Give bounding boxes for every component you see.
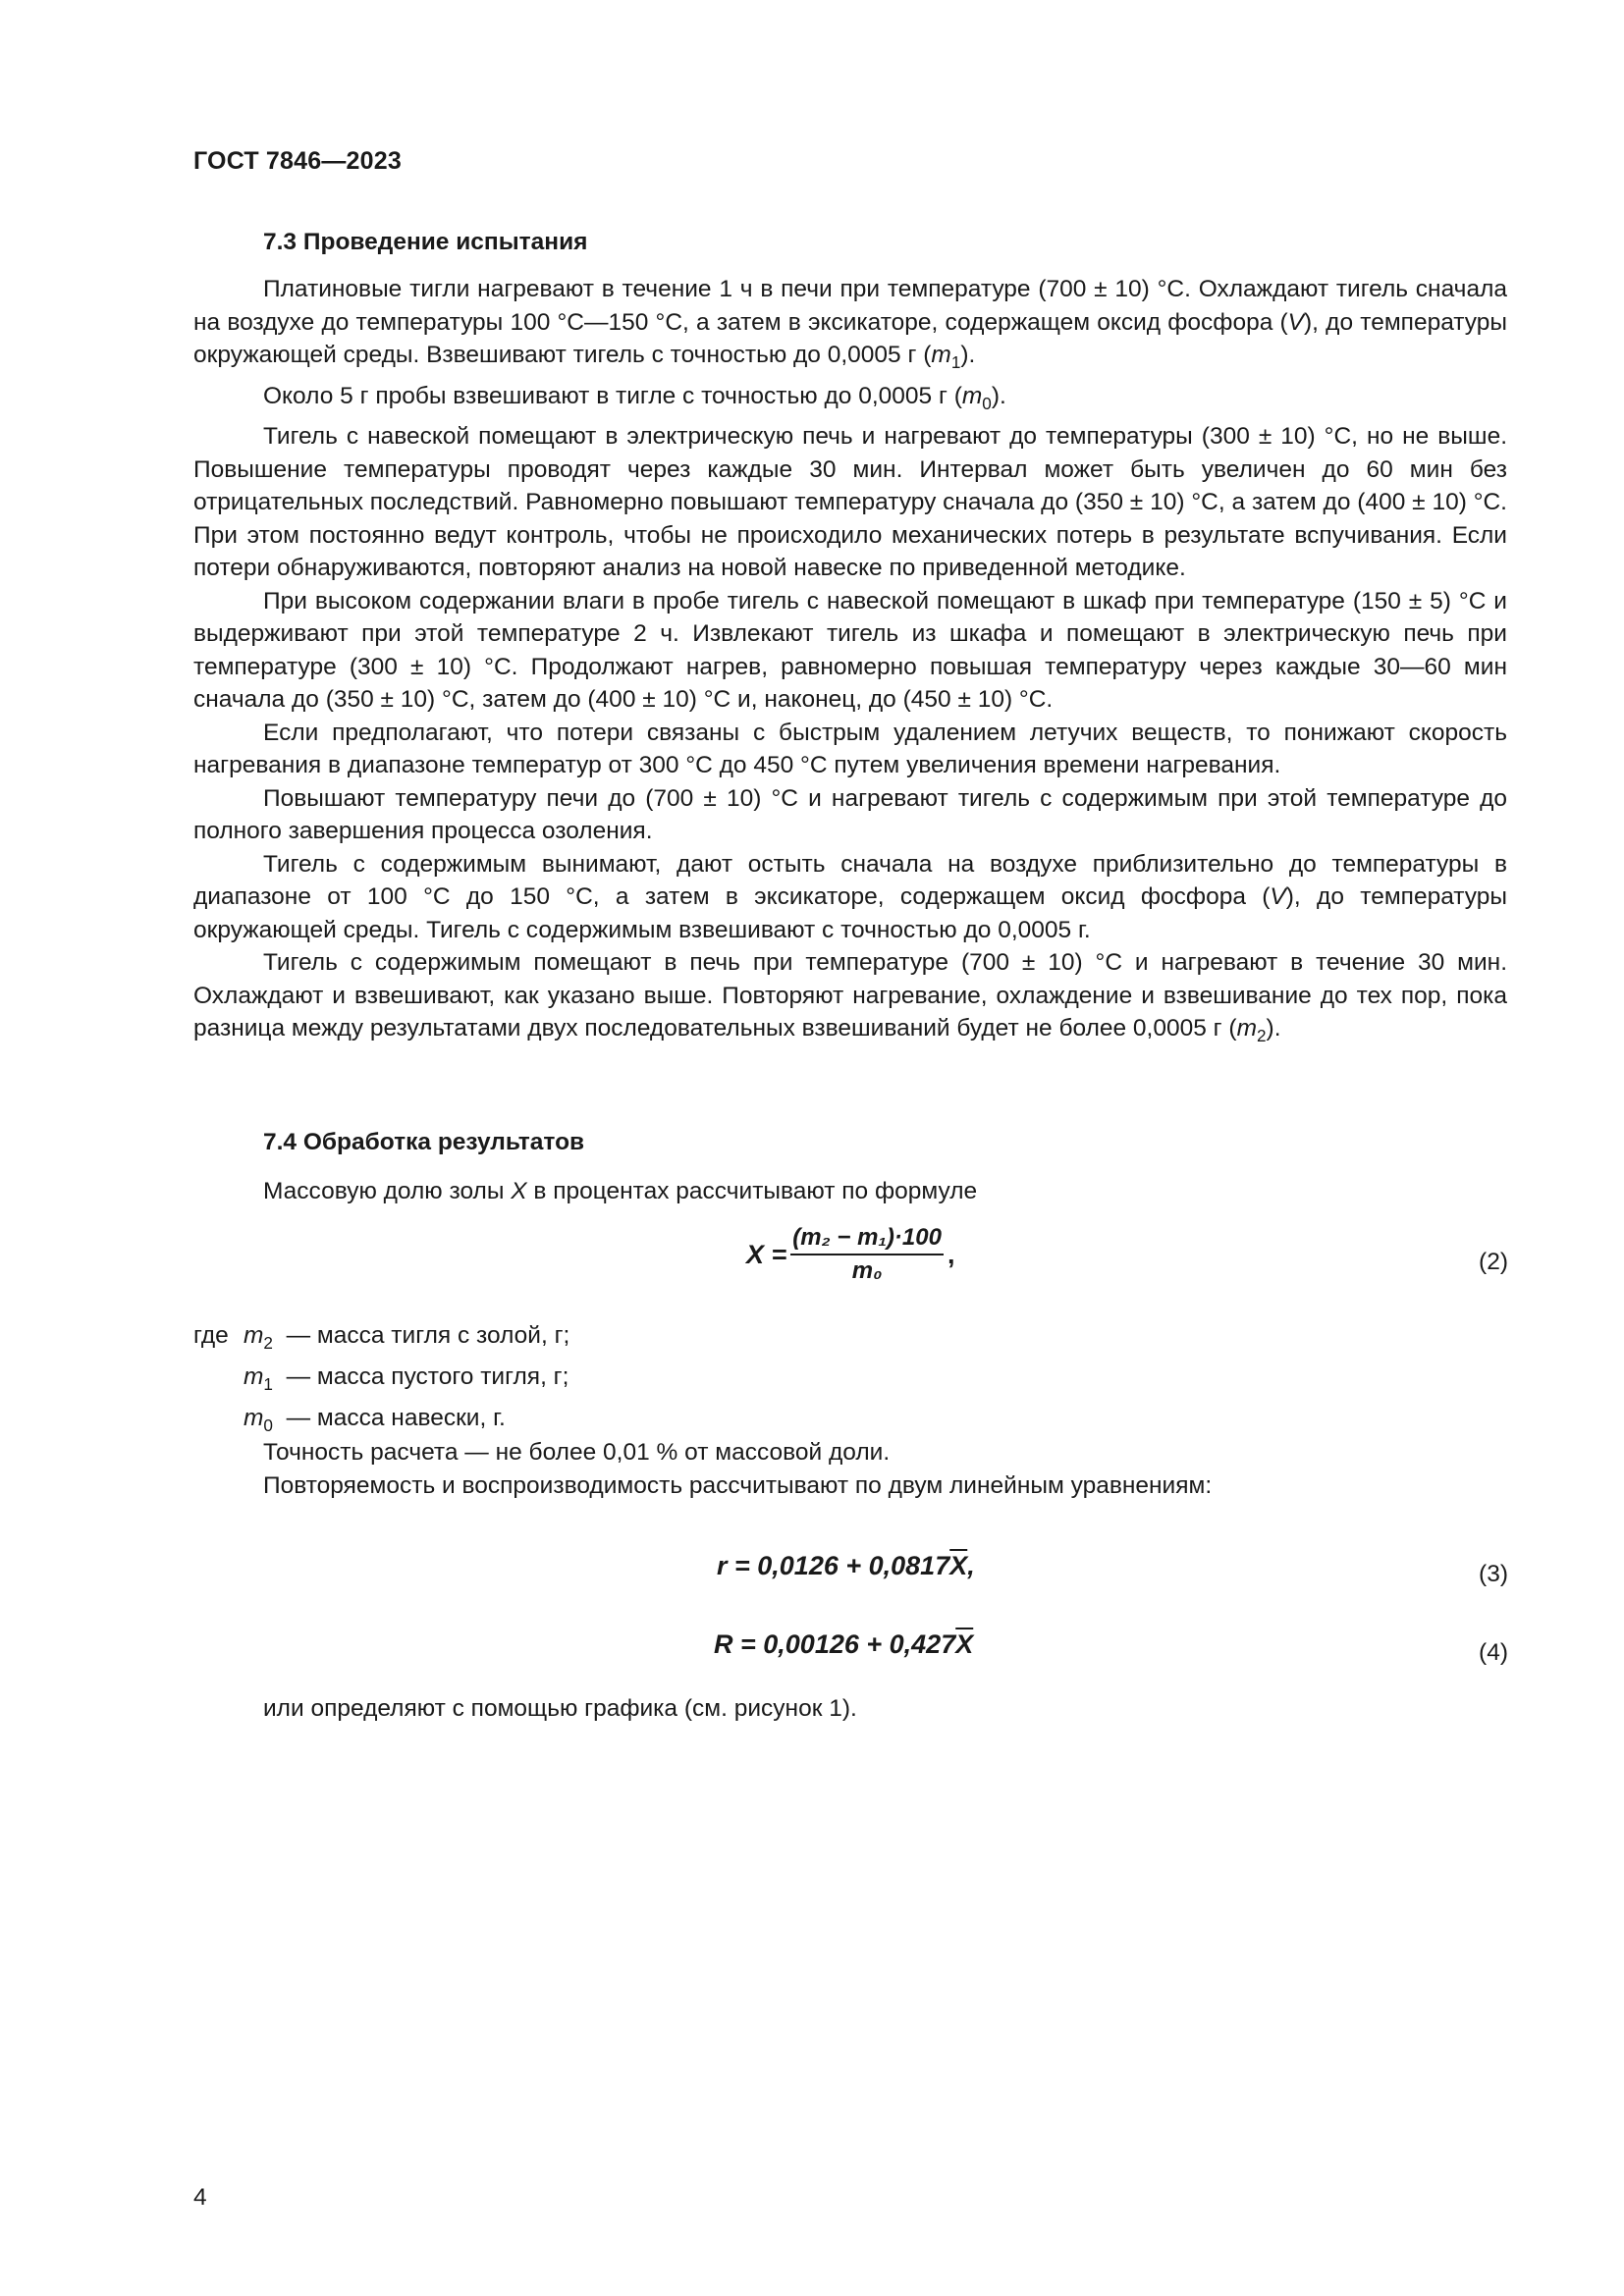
paragraph-6: Повышают температуру печи до (700 ± 10) °С и нагревают тигель с содержимым при этой температуре до полного завершения процесса озоления. bbox=[193, 784, 1507, 844]
where-label: где bbox=[193, 1322, 229, 1349]
paragraph-4: При высоком содержании влаги в пробе тигель с навеской помещают в шкаф при температуре (150 ± 5) °С и выдерживают при этой температуре 2 ч. Извлекают тигель из шкафа и помещают в электрическую печь при температуре (300 ± 10) °С. Продолжают нагрев, равномерно повышая температуру через каждые 30—60 мин сначала до (350 ± 10) °С, затем до (400 ± 10) °С и, наконец, до (450 ± 10) °С. bbox=[193, 587, 1507, 713]
paragraph-7: Тигель с содержимым вынимают, дают остыть сначала на воздухе приблизительно до температуры в диапазоне от 100 °С до 150 °С, а затем в эксикаторе, содержащем оксид фосфора (V), до температуры окружающей среды. Тигель с содержимым взвешивают с точностью до 0,0005 г. bbox=[193, 850, 1507, 943]
section-7-3-title: 7.3 Проведение испытания bbox=[263, 229, 588, 255]
formula-2-numerator: (m₂ − m₁)·100 bbox=[790, 1224, 944, 1255]
closing-text: или определяют с помощью графика (см. рисунок 1). bbox=[263, 1695, 857, 1722]
definition-m0: $m_0$ — масса навески, г. bbox=[244, 1405, 506, 1435]
paragraph-2: Около 5 г пробы взвешивают в тигле с точностью до 0,0005 г $(m_0)$. bbox=[263, 382, 1006, 413]
formula-intro: Массовую долю золы X в процентах рассчитывают по формуле bbox=[263, 1178, 978, 1204]
definition-m2: $m_2$ — масса тигля с золой, г; bbox=[244, 1322, 570, 1353]
formula-2 bbox=[746, 1224, 954, 1285]
x-bar-4: $\overline{X}$ bbox=[955, 1629, 974, 1659]
paragraph-3: Тигель с навеской помещают в электрическую печь и нагревают до температуры (300 ± 10) °С, но не выше. Повышение температуры проводят через каждые 30 мин. Интервал может быть увеличен до 60 мин без отрицательных последствий. Равномерно повышают температуру сначала до (350 ± 10) °С, а затем до (400 ± 10) °С. При этом постоянно ведут контроль, чтобы не происходило механических потерь в результате вспучивания. Если потери обнаруживаются, повторяют анализ на новой навеске по приведенной методике. bbox=[193, 423, 1507, 581]
formula-2-tail: , bbox=[947, 1239, 955, 1269]
x-bar-3: $\overline{X}$ bbox=[949, 1551, 968, 1580]
formula-2-lhs: X = bbox=[746, 1239, 787, 1269]
paragraph-5: Если предполагают, что потери связаны с быстрым удалением летучих веществ, то понижают скорость нагревания в диапазоне температур от 300 °С до 450 °С путем увеличения времени нагревания. bbox=[193, 719, 1507, 778]
section-7-3-body bbox=[193, 273, 1507, 1053]
definition-m1: $m_1$ — масса пустого тигля, г; bbox=[244, 1363, 569, 1394]
formula-3: r = 0,0126 + 0,0817 $\overline{X}$ , bbox=[717, 1551, 975, 1580]
page-number: 4 bbox=[193, 2184, 207, 2211]
accuracy-text: Точность расчета — не более 0,01 % от массовой доли. bbox=[263, 1439, 891, 1466]
formula-2-fraction bbox=[790, 1224, 944, 1285]
equation-number-3: (3) bbox=[1479, 1561, 1508, 1587]
equation-number-2: (2) bbox=[1479, 1249, 1508, 1275]
formula-4: R = 0,00126 + 0,427 $\overline{X}$ bbox=[714, 1629, 974, 1659]
repeatability-text: Повторяемость и воспроизводимость рассчитывают по двум линейным уравнениям: bbox=[263, 1472, 1213, 1499]
document-header: ГОСТ 7846—2023 bbox=[193, 147, 402, 175]
section-7-4-title: 7.4 Обработка результатов bbox=[263, 1129, 585, 1155]
paragraph-1: Платиновые тигли нагревают в течение 1 ч в печи при температуре (700 ± 10) °С. Охлаждают тигель сначала на воздухе до температуры 100 °С—150 °С, а затем в эксикаторе, содержащем оксид фосфора (V), до температуры окружающей среды. Взвешивают тигель с точностью до 0,0005 г $(m_1)$. bbox=[193, 276, 1507, 372]
equation-number-4: (4) bbox=[1479, 1639, 1508, 1666]
formula-2-denominator: m₀ bbox=[851, 1257, 883, 1284]
paragraph-8: Тигель с содержимым помещают в печь при температуре (700 ± 10) °С и нагревают в течение 30 мин. Охлаждают и взвешивают, как указано выше. Повторяют нагревание, охлаждение и взвешивание до тех пор, пока разница между результатами двух последовательных взвешиваний будет не более 0,0005 г $(m_2)$. bbox=[193, 949, 1507, 1045]
